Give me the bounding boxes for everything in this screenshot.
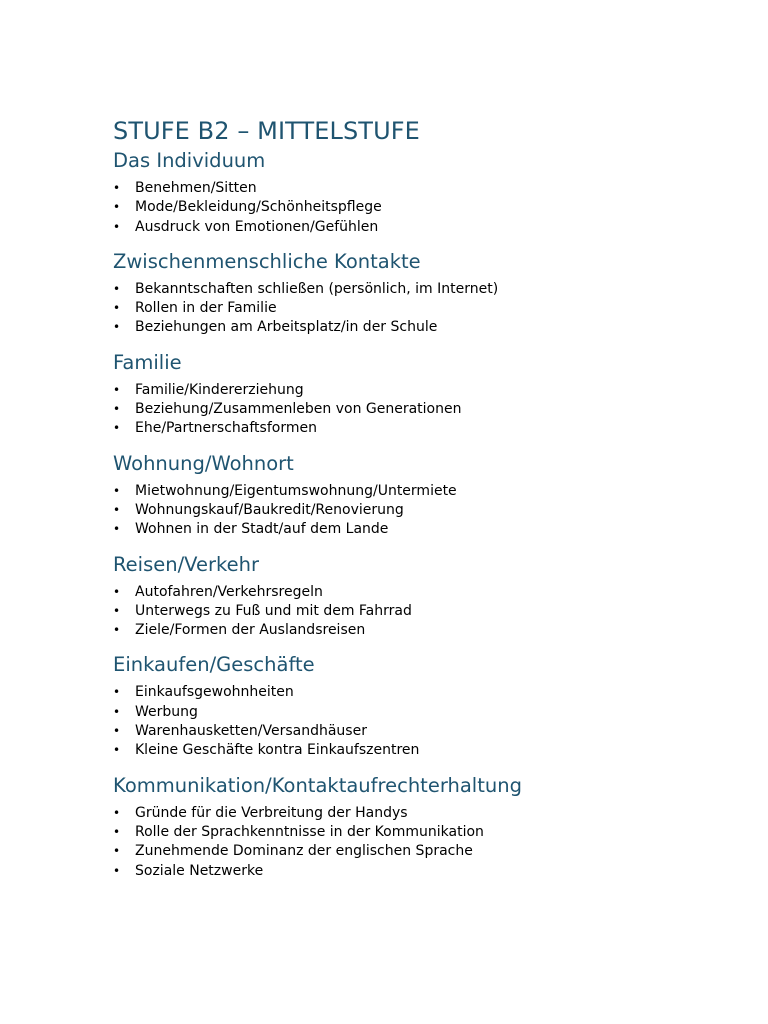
topic-section [113, 451, 713, 540]
bullet-icon: • [113, 320, 121, 335]
section-heading: Das Individuum [113, 149, 266, 172]
bullet-icon: • [113, 824, 121, 839]
list-item [113, 318, 713, 337]
list-item [113, 198, 713, 217]
list-item-text: Benehmen/Sitten [135, 180, 257, 196]
topic-section [113, 652, 713, 760]
bullet-icon: • [113, 704, 121, 719]
section-heading: Wohnung/Wohnort [113, 451, 294, 475]
list-item [113, 419, 713, 438]
section-heading: Einkaufen/Geschäfte [113, 653, 315, 677]
list-item [113, 583, 713, 602]
bullet-icon: • [113, 219, 121, 234]
list-item-text: Mietwohnung/Eigentumswohnung/Untermiete [135, 482, 457, 499]
bullet-icon: • [113, 623, 121, 638]
bullet-icon: • [113, 844, 121, 859]
bullet-icon: • [113, 724, 121, 739]
bullet-list [113, 381, 713, 439]
list-item-text: Autofahren/Verkehrsregeln [135, 583, 323, 600]
bullet-icon: • [113, 863, 121, 878]
topic-section [113, 350, 713, 439]
list-item [113, 823, 713, 842]
list-item [113, 862, 713, 881]
bullet-icon: • [113, 603, 121, 618]
list-item [113, 381, 713, 400]
topic-section [113, 773, 713, 881]
topic-section [113, 249, 713, 338]
list-item [113, 722, 713, 741]
list-item [113, 179, 713, 198]
list-item [113, 520, 713, 539]
list-item [113, 804, 713, 823]
document-page [113, 114, 713, 881]
bullet-list [113, 482, 713, 540]
list-item [113, 621, 713, 640]
list-item-text: Rollen in der Familie [135, 300, 277, 317]
bullet-icon: • [113, 301, 121, 316]
list-item-text: Bekanntschaften schließen (persönlich, im Internet) [135, 280, 499, 297]
list-item [113, 602, 713, 621]
list-item [113, 482, 713, 501]
bullet-icon: • [113, 200, 121, 215]
list-item-text: Ziele/Formen der Auslandsreisen [135, 622, 366, 639]
bullet-icon: • [113, 584, 121, 599]
list-item-text: Rolle der Sprachkenntnisse in der Kommunikation [135, 823, 484, 840]
bullet-icon: • [113, 502, 121, 517]
bullet-list [113, 179, 713, 237]
list-item-text: Werbung [135, 703, 198, 720]
list-item-text: Mode/Bekleidung/Schönheitspflege [135, 199, 382, 216]
topic-section [113, 148, 713, 237]
sections-container [113, 148, 713, 881]
bullet-icon: • [113, 181, 121, 195]
list-item [113, 400, 713, 419]
bullet-icon: • [113, 483, 121, 498]
list-item-text: Gründe für die Verbreitung der Handys [135, 804, 408, 821]
list-item-text: Wohnungskauf/Baukredit/Renovierung [135, 501, 404, 518]
section-heading: Kommunikation/Kontaktaufrechterhaltung [113, 773, 522, 797]
list-item-text: Warenhausketten/Versandhäuser [135, 723, 367, 740]
bullet-icon: • [113, 421, 121, 436]
list-item [113, 299, 713, 318]
list-item-text: Beziehungen am Arbeitsplatz/in der Schule [135, 319, 438, 336]
section-heading: Zwischenmenschliche Kontakte [113, 249, 421, 273]
list-item [113, 703, 713, 722]
list-item [113, 683, 713, 702]
section-heading: Reisen/Verkehr [113, 552, 259, 576]
list-item [113, 218, 713, 237]
bullet-icon: • [113, 685, 121, 700]
list-item [113, 501, 713, 520]
list-item-text: Ausdruck von Emotionen/Gefühlen [135, 218, 379, 235]
document-title: STUFE B2 – MITTELSTUFE [113, 117, 420, 145]
bullet-icon: • [113, 522, 121, 537]
bullet-list [113, 280, 713, 338]
list-item-text: Wohnen in der Stadt/auf dem Lande [135, 521, 389, 538]
bullet-icon: • [113, 402, 121, 417]
list-item-text: Kleine Geschäfte kontra Einkaufszentren [135, 742, 420, 759]
bullet-icon: • [113, 281, 121, 296]
list-item [113, 741, 713, 760]
list-item-text: Zunehmende Dominanz der englischen Sprache [135, 843, 473, 860]
bullet-icon: • [113, 382, 121, 397]
list-item-text: Einkaufsgewohnheiten [135, 684, 294, 701]
list-item [113, 280, 713, 299]
list-item-text: Ehe/Partnerschaftsformen [135, 420, 317, 437]
list-item-text: Unterwegs zu Fuß und mit dem Fahrrad [135, 602, 412, 619]
bullet-list [113, 683, 713, 760]
section-heading: Familie [113, 350, 182, 374]
list-item-text: Soziale Netzwerke [135, 862, 264, 879]
topic-section [113, 552, 713, 641]
list-item [113, 842, 713, 861]
bullet-icon: • [113, 805, 121, 820]
bullet-list [113, 583, 713, 641]
list-item-text: Beziehung/Zusammenleben von Generationen [135, 401, 462, 418]
list-item-text: Familie/Kindererziehung [135, 381, 304, 398]
bullet-icon: • [113, 743, 121, 758]
bullet-list [113, 804, 713, 881]
